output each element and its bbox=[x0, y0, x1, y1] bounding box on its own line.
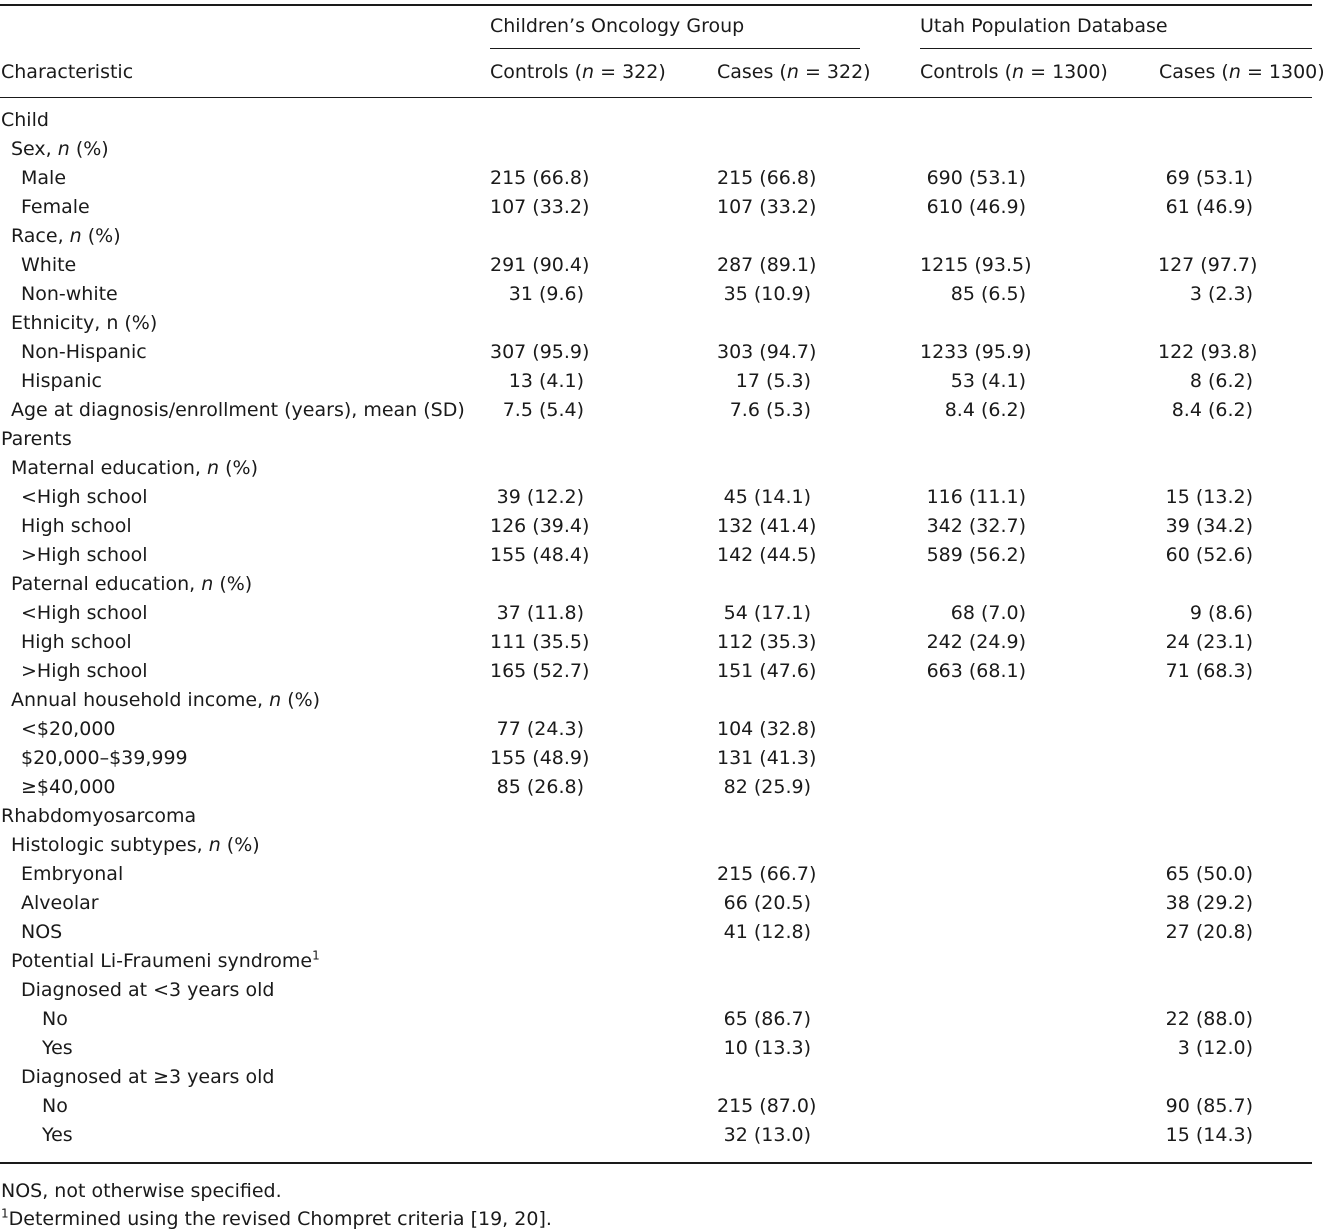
upd-cases-cell: 122 (93.8) bbox=[1158, 341, 1258, 363]
cog-controls-cell: 111 (35.5) bbox=[490, 631, 590, 653]
table-row bbox=[0, 222, 1314, 251]
upd-cases-cell: 3 (12.0) bbox=[1177, 1037, 1253, 1059]
row-label: No bbox=[42, 1008, 68, 1030]
upd-cases-cell: 8 (6.2) bbox=[1189, 370, 1253, 392]
upd-controls-cell: 589 (56.2) bbox=[926, 544, 1026, 566]
cog-cases-cell: 32 (13.0) bbox=[723, 1124, 811, 1146]
row-label: Potential Li-Fraumeni syndrome$^1$ bbox=[11, 948, 320, 972]
row-label: High school bbox=[21, 515, 132, 537]
table-row bbox=[0, 425, 1314, 454]
row-label: Ethnicity, n (%) bbox=[11, 312, 158, 334]
cog-cases-cell: 82 (25.9) bbox=[723, 776, 811, 798]
table-row bbox=[0, 773, 1314, 802]
characteristic-header: Characteristic bbox=[1, 61, 134, 83]
row-label: Hispanic bbox=[21, 370, 102, 392]
upd-cases-cell: 127 (97.7) bbox=[1158, 254, 1258, 276]
row-label: ≥$40,000 bbox=[21, 776, 116, 798]
cog-cases-cell: 10 (13.3) bbox=[723, 1037, 811, 1059]
footnote-nos: NOS, not otherwise specified. bbox=[1, 1180, 282, 1202]
cog-cases-cell: 65 (86.7) bbox=[723, 1008, 811, 1030]
cog-cases-cell: 132 (41.4) bbox=[717, 515, 817, 537]
table-row bbox=[0, 135, 1314, 164]
row-label: High school bbox=[21, 631, 132, 653]
row-label: Diagnosed at ≥3 years old bbox=[21, 1066, 275, 1088]
table-bottom-rule bbox=[0, 1162, 1312, 1164]
row-label: Maternal education, n (%) bbox=[11, 457, 258, 479]
upd-cases-cell: 24 (23.1) bbox=[1165, 631, 1253, 653]
table-top-rule bbox=[0, 4, 1312, 6]
upd-controls-cell: 116 (11.1) bbox=[926, 486, 1026, 508]
cog-cases-cell: 45 (14.1) bbox=[723, 486, 811, 508]
cog-cases-cell: 131 (41.3) bbox=[717, 747, 817, 769]
cog-cases-cell: 54 (17.1) bbox=[723, 602, 811, 624]
cog-cases-cell: 142 (44.5) bbox=[717, 544, 817, 566]
table-row bbox=[0, 106, 1314, 135]
cog-cases-cell: 303 (94.7) bbox=[717, 341, 817, 363]
upd-cases-cell: 65 (50.0) bbox=[1165, 863, 1253, 885]
cog-cases-cell: 215 (87.0) bbox=[717, 1095, 817, 1117]
table-row bbox=[0, 454, 1314, 483]
upd-controls-cell: 8.4 (6.2) bbox=[944, 399, 1026, 421]
table-row bbox=[0, 947, 1314, 976]
cog-controls-cell: 155 (48.4) bbox=[490, 544, 590, 566]
row-label: NOS bbox=[21, 921, 63, 943]
table-row bbox=[0, 628, 1314, 657]
row-label: White bbox=[21, 254, 77, 276]
upd-cases-cell: 39 (34.2) bbox=[1165, 515, 1253, 537]
table-row bbox=[0, 367, 1314, 396]
row-label: Child bbox=[1, 109, 49, 131]
row-label: Female bbox=[21, 196, 90, 218]
row-label: Paternal education, n (%) bbox=[11, 573, 253, 595]
row-label: <$20,000 bbox=[21, 718, 116, 740]
cog-cases-cell: 215 (66.8) bbox=[717, 167, 817, 189]
table-row bbox=[0, 599, 1314, 628]
cog-cases-cell: 151 (47.6) bbox=[717, 660, 817, 682]
table-row bbox=[0, 396, 1314, 425]
table-row bbox=[0, 541, 1314, 570]
table-row bbox=[0, 570, 1314, 599]
row-label: >High school bbox=[21, 660, 148, 682]
table-row bbox=[0, 686, 1314, 715]
upd-controls-cell: 242 (24.9) bbox=[926, 631, 1026, 653]
table-row bbox=[0, 860, 1314, 889]
cog-cases-header: Cases (n = 322) bbox=[717, 61, 871, 83]
table-row bbox=[0, 889, 1314, 918]
row-label: Yes bbox=[42, 1037, 73, 1059]
cog-controls-cell: 307 (95.9) bbox=[490, 341, 590, 363]
row-label: Embryonal bbox=[21, 863, 124, 885]
header-bottom-rule bbox=[0, 97, 1312, 98]
upd-cases-cell: 8.4 (6.2) bbox=[1171, 399, 1253, 421]
cog-group-header: Children’s Oncology Group bbox=[490, 15, 745, 37]
row-label: Age at diagnosis/enrollment (years), mean (SD) bbox=[11, 399, 465, 421]
cog-controls-cell: 37 (11.8) bbox=[496, 602, 584, 624]
row-label: No bbox=[42, 1095, 68, 1117]
row-label: Rhabdomyosarcoma bbox=[1, 805, 197, 827]
upd-controls-cell: 1233 (95.9) bbox=[920, 341, 1032, 363]
cog-cases-cell: 215 (66.7) bbox=[717, 863, 817, 885]
upd-group-rule bbox=[920, 48, 1312, 49]
cog-cases-cell: 41 (12.8) bbox=[723, 921, 811, 943]
table-row bbox=[0, 744, 1314, 773]
row-label: <High school bbox=[21, 602, 148, 624]
row-label: Alveolar bbox=[21, 892, 99, 914]
row-label: Parents bbox=[1, 428, 72, 450]
cog-controls-cell: 7.5 (5.4) bbox=[502, 399, 584, 421]
upd-controls-cell: 663 (68.1) bbox=[926, 660, 1026, 682]
cog-controls-cell: 39 (12.2) bbox=[496, 486, 584, 508]
row-label: Non-white bbox=[21, 283, 118, 305]
upd-controls-cell: 342 (32.7) bbox=[926, 515, 1026, 537]
row-label: Race, n (%) bbox=[11, 225, 121, 247]
cog-controls-header: Controls (n = 322) bbox=[490, 61, 666, 83]
upd-controls-header: Controls (n = 1300) bbox=[920, 61, 1108, 83]
table-row bbox=[0, 193, 1314, 222]
cog-controls-cell: 291 (90.4) bbox=[490, 254, 590, 276]
footnote-1: $^1$Determined using the revised Chompret criteria [19, 20]. bbox=[1, 1206, 552, 1230]
table-row bbox=[0, 1121, 1314, 1150]
table-row bbox=[0, 657, 1314, 686]
row-label: Histologic subtypes, n (%) bbox=[11, 834, 260, 856]
upd-cases-cell: 38 (29.2) bbox=[1165, 892, 1253, 914]
cog-controls-cell: 85 (26.8) bbox=[496, 776, 584, 798]
table-row bbox=[0, 483, 1314, 512]
table-row bbox=[0, 1063, 1314, 1092]
cog-controls-cell: 155 (48.9) bbox=[490, 747, 590, 769]
cog-group-rule bbox=[490, 48, 860, 49]
upd-group-header: Utah Population Database bbox=[920, 15, 1168, 37]
cog-cases-cell: 107 (33.2) bbox=[717, 196, 817, 218]
cog-cases-cell: 7.6 (5.3) bbox=[729, 399, 811, 421]
upd-cases-header: Cases (n = 1300) bbox=[1159, 61, 1325, 83]
table-row bbox=[0, 831, 1314, 860]
upd-cases-cell: 22 (88.0) bbox=[1165, 1008, 1253, 1030]
cog-controls-cell: 31 (9.6) bbox=[508, 283, 584, 305]
cog-controls-cell: 215 (66.8) bbox=[490, 167, 590, 189]
upd-controls-cell: 610 (46.9) bbox=[926, 196, 1026, 218]
table-row bbox=[0, 1005, 1314, 1034]
upd-cases-cell: 90 (85.7) bbox=[1165, 1095, 1253, 1117]
cog-controls-cell: 107 (33.2) bbox=[490, 196, 590, 218]
row-label: $20,000–$39,999 bbox=[21, 747, 188, 769]
upd-cases-cell: 71 (68.3) bbox=[1165, 660, 1253, 682]
cog-controls-cell: 13 (4.1) bbox=[508, 370, 584, 392]
table-row bbox=[0, 512, 1314, 541]
upd-cases-cell: 15 (13.2) bbox=[1165, 486, 1253, 508]
cog-controls-cell: 165 (52.7) bbox=[490, 660, 590, 682]
row-label: Yes bbox=[42, 1124, 73, 1146]
upd-cases-cell: 69 (53.1) bbox=[1165, 167, 1253, 189]
cog-cases-cell: 287 (89.1) bbox=[717, 254, 817, 276]
row-label: Non-Hispanic bbox=[21, 341, 147, 363]
upd-controls-cell: 68 (7.0) bbox=[950, 602, 1026, 624]
cog-cases-cell: 104 (32.8) bbox=[717, 718, 817, 740]
row-label: Male bbox=[21, 167, 67, 189]
cog-cases-cell: 17 (5.3) bbox=[735, 370, 811, 392]
row-label: Sex, n (%) bbox=[11, 138, 109, 160]
cog-controls-cell: 77 (24.3) bbox=[496, 718, 584, 740]
table-row bbox=[0, 251, 1314, 280]
table-row bbox=[0, 164, 1314, 193]
table-row bbox=[0, 802, 1314, 831]
table-row bbox=[0, 1034, 1314, 1063]
table-row bbox=[0, 338, 1314, 367]
table-row bbox=[0, 280, 1314, 309]
upd-cases-cell: 15 (14.3) bbox=[1165, 1124, 1253, 1146]
table-row bbox=[0, 309, 1314, 338]
table-row bbox=[0, 918, 1314, 947]
cog-cases-cell: 35 (10.9) bbox=[723, 283, 811, 305]
upd-controls-cell: 1215 (93.5) bbox=[920, 254, 1032, 276]
row-label: >High school bbox=[21, 544, 148, 566]
row-label: <High school bbox=[21, 486, 148, 508]
upd-controls-cell: 690 (53.1) bbox=[926, 167, 1026, 189]
upd-controls-cell: 53 (4.1) bbox=[950, 370, 1026, 392]
cog-cases-cell: 112 (35.3) bbox=[717, 631, 817, 653]
upd-cases-cell: 61 (46.9) bbox=[1165, 196, 1253, 218]
upd-cases-cell: 27 (20.8) bbox=[1165, 921, 1253, 943]
cog-controls-cell: 126 (39.4) bbox=[490, 515, 590, 537]
row-label: Diagnosed at <3 years old bbox=[21, 979, 275, 1001]
upd-cases-cell: 60 (52.6) bbox=[1165, 544, 1253, 566]
row-label: Annual household income, n (%) bbox=[11, 689, 321, 711]
upd-cases-cell: 9 (8.6) bbox=[1189, 602, 1253, 624]
upd-controls-cell: 85 (6.5) bbox=[950, 283, 1026, 305]
upd-cases-cell: 3 (2.3) bbox=[1189, 283, 1253, 305]
cog-cases-cell: 66 (20.5) bbox=[723, 892, 811, 914]
table-row bbox=[0, 976, 1314, 1005]
table-row bbox=[0, 1092, 1314, 1121]
table-row bbox=[0, 715, 1314, 744]
